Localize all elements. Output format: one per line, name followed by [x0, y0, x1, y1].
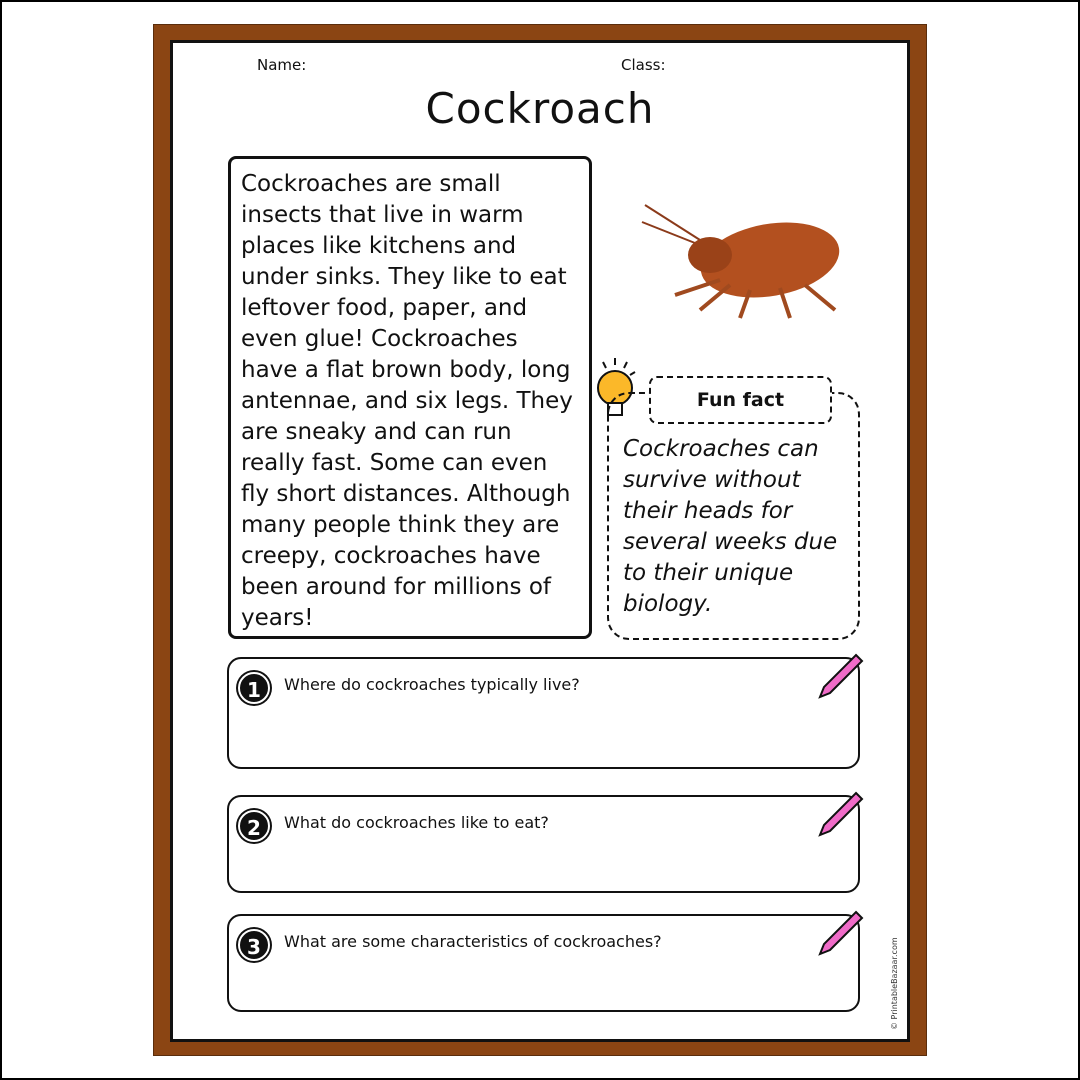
fun-fact-label: Fun fact [649, 376, 832, 424]
question-number: 1 [238, 672, 270, 704]
question-1-box[interactable] [227, 657, 860, 769]
pencil-icon [816, 789, 866, 839]
question-text: What do cockroaches like to eat? [284, 813, 549, 832]
question-number: 2 [238, 810, 270, 842]
pencil-icon [816, 651, 866, 701]
copyright-text: © PrintableBazaar.com [890, 937, 899, 1030]
fun-fact-text: Cockroaches can survive without their heads for several weeks due to their unique biology. [607, 392, 860, 640]
question-number: 3 [238, 929, 270, 961]
pencil-icon [816, 908, 866, 958]
question-2-box[interactable] [227, 795, 860, 893]
cockroach-illustration [640, 200, 850, 325]
question-text: Where do cockroaches typically live? [284, 675, 580, 694]
question-3-box[interactable] [227, 914, 860, 1012]
class-label: Class: [621, 56, 666, 74]
name-label: Name: [257, 56, 307, 74]
page-title: Cockroach [425, 84, 655, 133]
reading-passage: Cockroaches are small insects that live in warm places like kitchens and under sinks. They like to eat leftover food, paper, and even glue! Cockroaches have a flat brown body, long antennae, and six legs. They are sneaky and can run really fast. Some can even fly short distances. Although many people think they are creepy, cockroaches have been around for millions of years! [228, 156, 592, 639]
question-text: What are some characteristics of cockroaches? [284, 932, 662, 951]
